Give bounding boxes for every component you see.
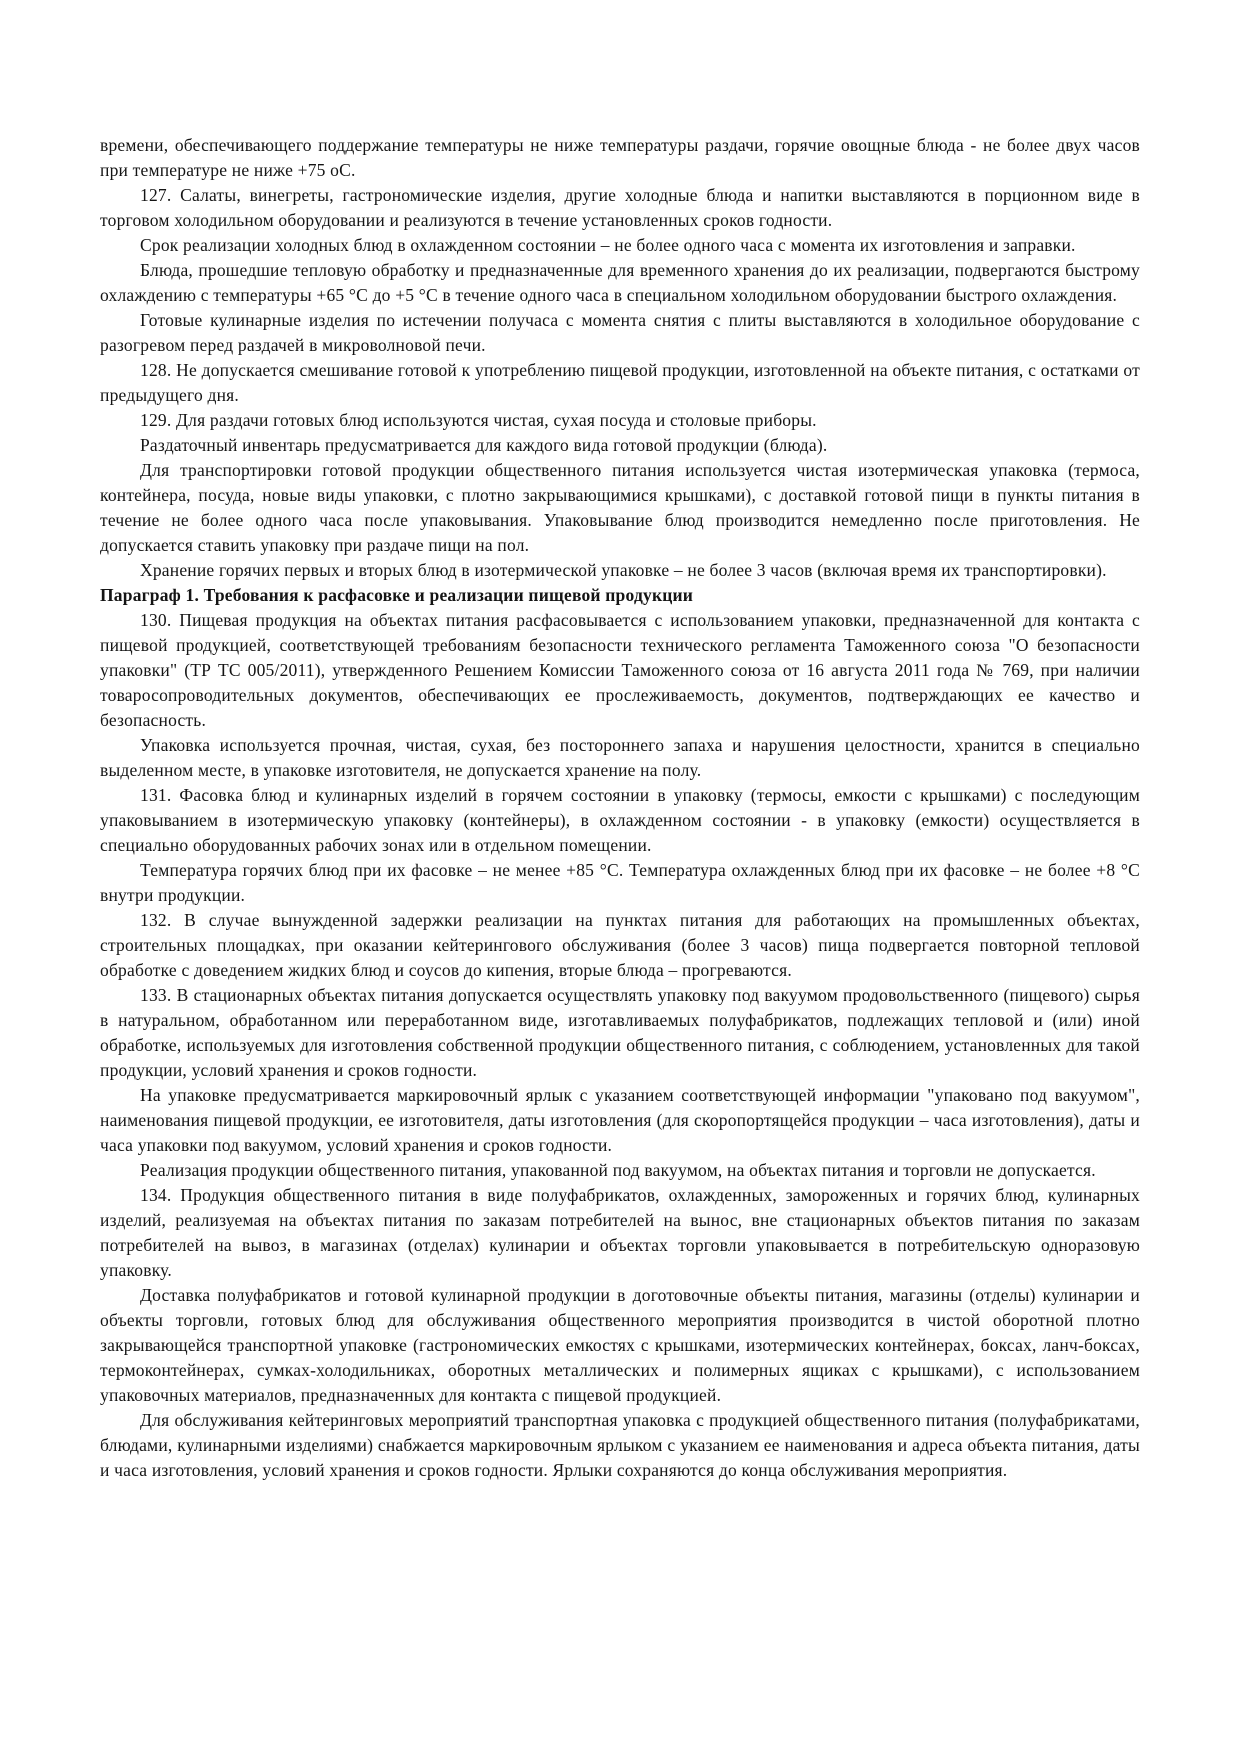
paragraph-133-yarlik: На упаковке предусматривается маркировочный ярлык с указанием соответствующей информации "упаковано под вакуумом", наименования пищевой продукции, ее изготовителя, даты изготовления (для скоропортящейся продукции – часа изготовления), даты и часа упаковки под вакуумом, условий хранения и сроков годности. [100,1085,1140,1155]
paragraph-127-blyuda: Блюда, прошедшие тепловую обработку и предназначенные для временного хранения до их реализации, подвергаются быстрому охлаждению с температуры +65 °С до +5 °С в течение одного часа в специальном холодильном оборудовании быстрого охлаждения. [100,260,1140,305]
paragraph-130-upakovka: Упаковка используется прочная, чистая, сухая, без постороннего запаха и нарушения целостности, хранится в специально выделенном месте, в упаковке изготовителя, не допускается хранение на полу. [100,735,1140,780]
paragraph-130: 130. Пищевая продукция на объектах питания расфасовывается с использованием упаковки, предназначенной для контакта с пищевой продукцией, соответствующей требованиям безопасности технического регламента Таможенного союза "О безопасности упаковки" (ТР ТС 005/2011), утвержденного Решением Комиссии Таможенного союза от 16 августа 2011 года № 769, при наличии товаросопроводительных документов, обеспечивающих ее прослеживаемость, документов, подтверждающих ее качество и безопасность. [100,610,1140,730]
paragraph-129-khranenie: Хранение горячих первых и вторых блюд в изотермической упаковке – не более 3 часов (включая время их транспортировки). [140,560,1107,580]
paragraph-127-gotovye: Готовые кулинарные изделия по истечении получаса с момента снятия с плиты выставляются в холодильное оборудование с разогревом перед раздачей в микроволновой печи. [100,310,1140,355]
paragraph-129: 129. Для раздачи готовых блюд используются чистая, сухая посуда и столовые приборы. [140,410,817,430]
paragraph-134: 134. Продукция общественного питания в виде полуфабрикатов, охлажденных, замороженных и горячих блюд, кулинарных изделий, реализуемая на объектах питания по заказам потребителей на вынос, вне стационарных объектов питания по заказам потребителей на вывоз, в магазинах (отделах) кулинарии и объектах торговли упаковывается в потребительскую одноразовую упаковку. [100,1185,1140,1280]
paragraph-continuation-top: времени, обеспечивающего поддержание температуры не ниже температуры раздачи, горячие овощные блюда - не более двух часов при температуре не ниже +75 оС. [100,135,1140,180]
paragraph-128: 128. Не допускается смешивание готовой к употреблению пищевой продукции, изготовленной на объекте питания, с остатками от предыдущего дня. [100,360,1140,405]
paragraph-131-temperatura: Температура горячих блюд при их фасовке – не менее +85 °С. Температура охлажденных блюд при их фасовке – не более +8 °С внутри продукции. [100,860,1140,905]
document-body [100,133,1140,1483]
paragraph-134-dostavka: Доставка полуфабрикатов и готовой кулинарной продукции в доготовочные объекты питания, магазины (отделы) кулинарии и объекты торговли, готовых блюд для обслуживания общественного мероприятия производится в чистой оборотной плотно закрывающейся транспортной упаковке (гастрономических емкостях с крышками, изотермических контейнерах, боксах, ланч-боксах, термоконтейнерах, сумках-холодильниках, оборотных металлических и полимерных ящиках с крышками), с использованием упаковочных материалов, предназначенных для контакта с пищевой продукцией. [100,1285,1140,1405]
section-heading-paragraf-1: Параграф 1. Требования к расфасовке и реализации пищевой продукции [100,585,694,605]
paragraph-131: 131. Фасовка блюд и кулинарных изделий в горячем состоянии в упаковку (термосы, емкости с крышками) с последующим упаковыванием в изотермическую упаковку (контейнеры), в охлажденном состоянии - в упаковку (емкости) осуществляется в специально оборудованных рабочих зонах или в отдельном помещении. [100,785,1140,855]
paragraph-127: 127. Салаты, винегреты, гастрономические изделия, другие холодные блюда и напитки выставляются в порционном виде в торговом холодильном оборудовании и реализуются в течение установленных сроков годности. [100,185,1140,230]
paragraph-133: 133. В стационарных объектах питания допускается осуществлять упаковку под вакуумом продовольственного (пищевого) сырья в натуральном, обработанном или переработанном виде, изготавливаемых полуфабрикатов, подлежащих тепловой и (или) иной обработке, используемых для изготовления собственной продукции общественного питания, с соблюдением, установленных для такой продукции, условий хранения и сроков годности. [100,985,1140,1080]
paragraph-134-keytering: Для обслуживания кейтеринговых мероприятий транспортная упаковка с продукцией общественного питания (полуфабрикатами, блюдами, кулинарными изделиями) снабжается маркировочным ярлыком с указанием ее наименования и адреса объекта питания, даты и часа изготовления, условий хранения и сроков годности. Ярлыки сохраняются до конца обслуживания мероприятия. [100,1410,1140,1480]
paragraph-127-srok: Срок реализации холодных блюд в охлажденном состоянии – не более одного часа с момента их изготовления и заправки. [140,235,1076,255]
paragraph-129-transportirovka: Для транспортировки готовой продукции общественного питания используется чистая изотермическая упаковка (термоса, контейнера, посуда, новые виды упаковки, с плотно закрывающимися крышками), с доставкой готовой пищи в пункты питания в течение не более одного часа после упаковывания. Упаковывание блюд производится немедленно после приготовления. Не допускается ставить упаковку при раздаче пищи на пол. [100,460,1140,555]
paragraph-133-realizatsiya: Реализация продукции общественного питания, упакованной под вакуумом, на объектах питания и торговли не допускается. [140,1160,1096,1180]
paragraph-132: 132. В случае вынужденной задержки реализации на пунктах питания для работающих на промышленных объектах, строительных площадках, при оказании кейтерингового обслуживания (более 3 часов) пища подвергается повторной тепловой обработке с доведением жидких блюд и соусов до кипения, вторые блюда – прогреваются. [100,910,1140,980]
paragraph-129-razdatochny: Раздаточный инвентарь предусматривается для каждого вида готовой продукции (блюда). [140,435,828,455]
